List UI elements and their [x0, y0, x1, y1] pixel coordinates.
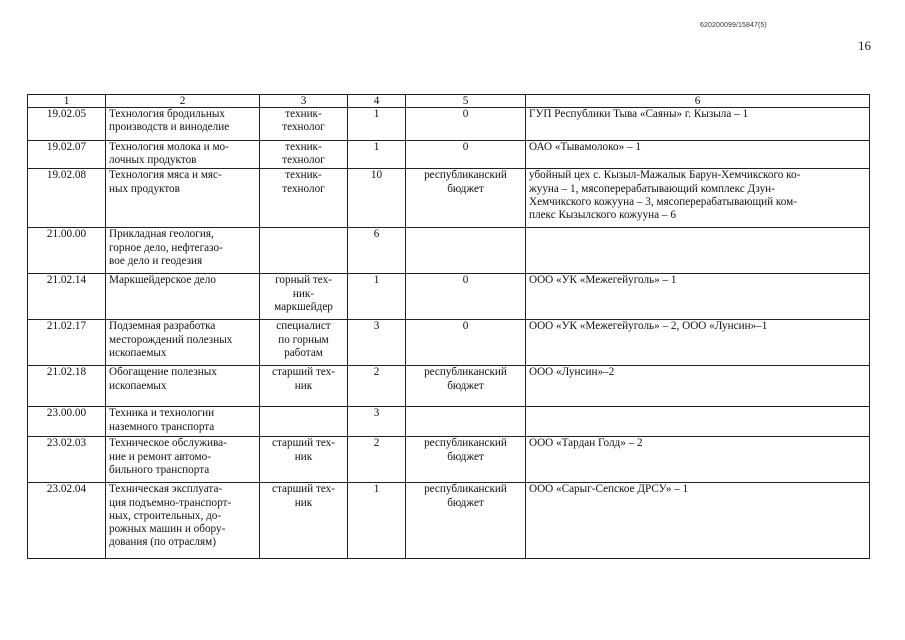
- qualification-line: ник: [294, 450, 313, 463]
- column-header-3: 3: [260, 95, 348, 108]
- qualification-cell: [260, 141, 348, 169]
- funding-line: 0: [462, 108, 469, 120]
- table-row: [28, 108, 870, 141]
- employers-line: ОАО «Тывамолоко» – 1: [529, 141, 641, 153]
- table-header-row: [28, 95, 870, 108]
- funding-cell: [406, 141, 526, 169]
- count-cell: 3: [348, 407, 406, 437]
- count-cell: 1: [348, 108, 406, 141]
- page-number: 16: [858, 38, 871, 53]
- employers-line: ООО «Лунсин»–2: [529, 366, 615, 379]
- qualification-line: ник: [294, 496, 313, 509]
- specialty-code-cell: 21.02.17: [28, 320, 106, 366]
- qualification-line: техник-: [285, 169, 322, 182]
- qualification-line: ник-: [292, 287, 315, 300]
- specialty-name-line: Техническая эксплуата-: [109, 483, 223, 496]
- specialty-code-cell: 23.02.04: [28, 483, 106, 559]
- specialty-code-cell: 23.00.00: [28, 407, 106, 437]
- funding-line: 0: [462, 141, 469, 153]
- specialty-name-cell: [106, 274, 260, 320]
- specialty-name-line: лочных продуктов: [109, 154, 197, 167]
- table-row: [28, 483, 870, 559]
- specialty-code-cell: 23.02.03: [28, 437, 106, 483]
- funding-line: республиканский: [424, 437, 507, 450]
- specialty-name-line: вое дело и геодезия: [109, 254, 203, 267]
- count-cell: 1: [348, 274, 406, 320]
- table-row: [28, 320, 870, 366]
- specialty-name-line: рожных машин и обору-: [109, 523, 226, 536]
- specialty-name-line: Обогащение полезных: [109, 366, 217, 379]
- specialty-name-cell: [106, 108, 260, 141]
- qualification-cell: [260, 366, 348, 407]
- funding-cell: [406, 228, 526, 274]
- specialty-name-line: ископаемых: [109, 379, 167, 392]
- qualification-line: старший тех-: [272, 437, 335, 450]
- qualification-line: работам: [284, 346, 323, 359]
- qualification-line: по горным: [278, 333, 329, 346]
- specialty-name-cell: [106, 228, 260, 274]
- employers-cell: [526, 108, 870, 141]
- count-cell: 1: [348, 141, 406, 169]
- funding-cell: [406, 274, 526, 320]
- employers-cell: [526, 141, 870, 169]
- specialty-name-line: ных продуктов: [109, 182, 180, 195]
- employers-cell: [526, 228, 870, 274]
- employers-line: жууна – 1, мясоперерабатывающий комплекс Дзун-: [529, 182, 775, 195]
- employers-cell: [526, 320, 870, 366]
- employers-line: ООО «Тардан Голд» – 2: [529, 437, 643, 450]
- qualification-line: технолог: [282, 121, 325, 134]
- specialty-name-line: дования (по отраслям): [109, 536, 216, 549]
- specialty-name-cell: [106, 483, 260, 559]
- qualification-cell: [260, 407, 348, 437]
- specialty-name-line: ние и ремонт автомо-: [109, 450, 211, 463]
- count-cell: 3: [348, 320, 406, 366]
- employers-cell: [526, 366, 870, 407]
- qualification-line: технолог: [282, 154, 325, 167]
- column-header-1: 1: [28, 95, 106, 108]
- funding-line: 0: [462, 320, 469, 333]
- specialty-name-line: Технология бродильных: [109, 108, 225, 120]
- funding-cell: [406, 169, 526, 228]
- specialty-name-line: Маркшейдерское дело: [109, 274, 216, 287]
- table-row: [28, 274, 870, 320]
- column-header-6: 6: [526, 95, 870, 108]
- column-header-2: 2: [106, 95, 260, 108]
- qualification-line: техник-: [285, 141, 322, 153]
- employers-line: ООО «УК «Межегейуголь» – 2, ООО «Лунсин»–1: [529, 320, 768, 333]
- specialty-name-line: горное дело, нефтегазо-: [109, 241, 223, 254]
- qualification-line: специалист: [276, 320, 331, 333]
- employers-cell: [526, 274, 870, 320]
- table-row: [28, 407, 870, 437]
- specialty-name-line: ископаемых: [109, 346, 167, 359]
- qualification-cell: [260, 274, 348, 320]
- specialty-code-cell: 19.02.05: [28, 108, 106, 141]
- specialty-name-line: ция подъемно-транспорт-: [109, 496, 232, 509]
- funding-cell: [406, 437, 526, 483]
- specialty-code-cell: 21.02.18: [28, 366, 106, 407]
- specialties-table: [27, 94, 870, 559]
- specialty-name-cell: [106, 141, 260, 169]
- count-cell: 2: [348, 437, 406, 483]
- specialty-code-cell: 21.00.00: [28, 228, 106, 274]
- specialty-code-cell: 19.02.08: [28, 169, 106, 228]
- qualification-cell: [260, 108, 348, 141]
- funding-line: республиканский: [424, 483, 507, 496]
- table-row: [28, 228, 870, 274]
- column-header-5: 5: [406, 95, 526, 108]
- table-row: [28, 141, 870, 169]
- specialty-name-line: Техника и технологии: [109, 407, 215, 420]
- qualification-line: маркшейдер: [274, 300, 333, 313]
- table-row: [28, 169, 870, 228]
- specialty-name-line: Прикладная геология,: [109, 228, 214, 241]
- specialty-name-line: Технология молока и мо-: [109, 141, 229, 153]
- funding-cell: [406, 366, 526, 407]
- employers-cell: [526, 437, 870, 483]
- specialty-name-cell: [106, 407, 260, 437]
- funding-line: бюджет: [447, 450, 484, 463]
- funding-cell: [406, 320, 526, 366]
- specialty-name-line: производств и виноделие: [109, 121, 230, 134]
- qualification-cell: [260, 169, 348, 228]
- qualification-line: техник-: [285, 108, 322, 120]
- qualification-line: горный тех-: [275, 274, 332, 287]
- specialty-name-cell: [106, 320, 260, 366]
- count-cell: 1: [348, 483, 406, 559]
- employers-line: плекс Кызылского кожууна – 6: [529, 209, 676, 222]
- specialty-name-line: Техническое обслужива-: [109, 437, 227, 450]
- count-cell: 6: [348, 228, 406, 274]
- employers-line: ГУП Республики Тыва «Саяны» г. Кызыла – 1: [529, 108, 749, 120]
- employers-line: убойный цех с. Кызыл-Мажалык Барун-Хемчикского ко-: [529, 169, 801, 182]
- specialty-name-line: бильного транспорта: [109, 463, 210, 476]
- specialty-name-line: Подземная разработка: [109, 320, 216, 333]
- count-cell: 2: [348, 366, 406, 407]
- document-id: 620200099/15847(5): [700, 22, 767, 29]
- funding-line: бюджет: [447, 379, 484, 392]
- qualification-cell: [260, 437, 348, 483]
- specialty-name-line: ных, строительных, до-: [109, 509, 222, 522]
- employers-cell: [526, 407, 870, 437]
- qualification-cell: [260, 483, 348, 559]
- table-row: [28, 437, 870, 483]
- employers-line: ООО «УК «Межегейуголь» – 1: [529, 274, 677, 287]
- funding-line: республиканский: [424, 169, 507, 182]
- qualification-cell: [260, 228, 348, 274]
- employers-line: Хемчикского кожууна – 3, мясоперерабатывающий ком-: [529, 195, 797, 208]
- funding-line: бюджет: [447, 182, 484, 195]
- specialty-name-cell: [106, 437, 260, 483]
- funding-line: бюджет: [447, 496, 484, 509]
- funding-line: республиканский: [424, 366, 507, 379]
- funding-cell: [406, 483, 526, 559]
- specialty-name-line: Технология мяса и мяс-: [109, 169, 222, 182]
- specialty-name-line: месторождений полезных: [109, 333, 233, 346]
- specialty-name-line: наземного транспорта: [109, 420, 215, 433]
- employers-cell: [526, 483, 870, 559]
- specialty-code-cell: 21.02.14: [28, 274, 106, 320]
- funding-line: 0: [462, 274, 469, 287]
- qualification-line: ник: [294, 379, 313, 392]
- table-row: [28, 366, 870, 407]
- qualification-line: старший тех-: [272, 483, 335, 496]
- employers-cell: [526, 169, 870, 228]
- specialty-code-cell: 19.02.07: [28, 141, 106, 169]
- specialty-name-cell: [106, 169, 260, 228]
- table-body: [28, 108, 870, 559]
- specialty-name-cell: [106, 366, 260, 407]
- qualification-cell: [260, 320, 348, 366]
- qualification-line: старший тех-: [272, 366, 335, 379]
- funding-cell: [406, 108, 526, 141]
- employers-line: ООО «Сарыг-Сепское ДРСУ» – 1: [529, 483, 689, 496]
- qualification-line: технолог: [282, 182, 325, 195]
- funding-cell: [406, 407, 526, 437]
- column-header-4: 4: [348, 95, 406, 108]
- count-cell: 10: [348, 169, 406, 228]
